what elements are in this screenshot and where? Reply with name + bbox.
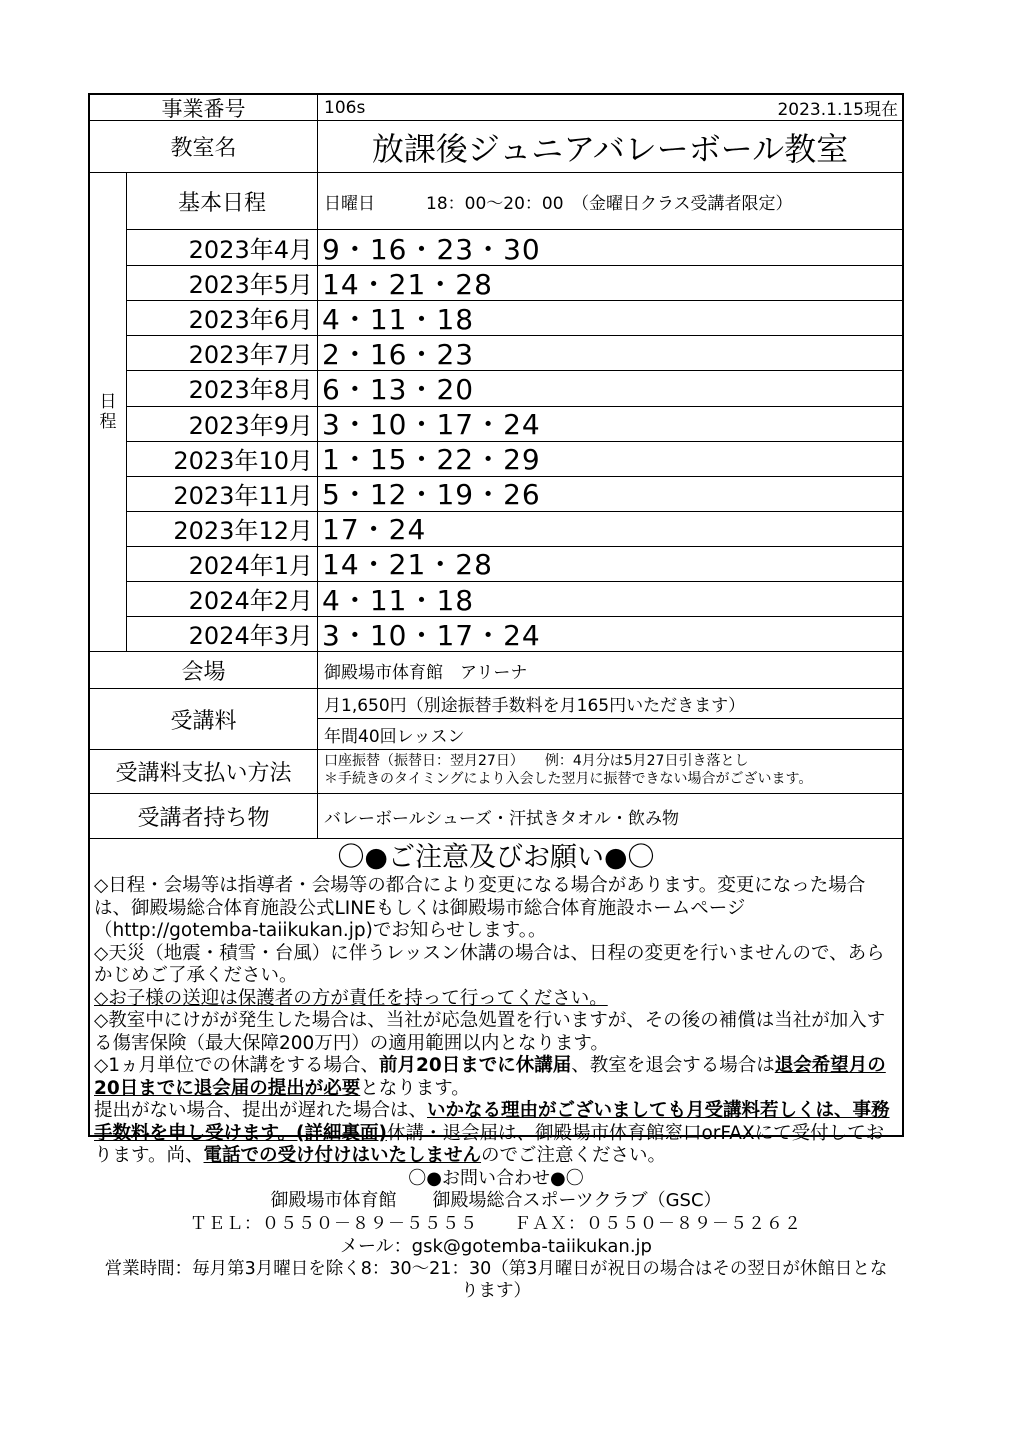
month-label: 2023年5月 bbox=[188, 271, 313, 300]
note-late-submission: 提出がない場合、提出が遅れた場合は、いかなる理由がございましても月受講料若しくは、事務手数料を申し受けます。(詳細裏面)休講・退会届は、御殿場市体育館窓口orFAXにて受付しております。尚、電話での受け付けはいたしませんのでご注意ください。 bbox=[94, 1100, 890, 1166]
month-label: 2024年2月 bbox=[188, 587, 313, 616]
note-pickup: ◇お子様の送迎は保護者の方が責任を持って行ってください。 bbox=[94, 987, 608, 1009]
month-label: 2023年11月 bbox=[173, 481, 313, 510]
month-label: 2023年4月 bbox=[188, 236, 313, 265]
month-days: 9・16・23・30 bbox=[322, 232, 541, 266]
payment-method-value: 口座振替（振替日：翌月27日） 例：4月分は5月27日引き落とし ＊手続きのタイミングにより入会した翌月に振替できない場合がございます。 bbox=[324, 753, 813, 787]
month-label: 2023年10月 bbox=[173, 446, 313, 475]
month-days: 6・13・20 bbox=[322, 372, 475, 406]
business-number-value: 106s bbox=[324, 97, 366, 118]
month-label: 2023年6月 bbox=[188, 306, 313, 335]
notes-section bbox=[90, 839, 902, 1301]
venue-value: 御殿場市体育館 アリーナ bbox=[324, 662, 528, 683]
month-days: 2・16・23 bbox=[322, 337, 475, 371]
as-of-date: 2023.1.15現在 bbox=[777, 100, 898, 120]
venue-label: 会場 bbox=[181, 659, 226, 685]
month-days: 1・15・22・29 bbox=[322, 443, 541, 476]
payment-method-label: 受講料支払い方法 bbox=[115, 761, 292, 786]
basic-schedule-value: 日曜日 18：00～20：00 （金曜日クラス受講者限定） bbox=[324, 193, 793, 214]
month-days: 3・10・17・24 bbox=[322, 408, 541, 441]
month-days: 4・11・18 bbox=[322, 302, 475, 336]
belongings-label: 受講者持ち物 bbox=[137, 805, 270, 831]
schedule-sheet bbox=[88, 93, 904, 1301]
note-leave: ◇1ヵ月単位での休講をする場合、前月20日までに休講届、教室を退会する場合は退会希望月の20日までに退会届の提出が必要となります。 bbox=[94, 1055, 886, 1099]
notes-title: 〇●ご注意及びお願い●〇 bbox=[337, 842, 655, 873]
basic-schedule-label: 基本日程 bbox=[177, 190, 266, 216]
schedule-side-label: 日 程 bbox=[99, 392, 117, 432]
month-label: 2024年1月 bbox=[188, 551, 313, 580]
month-label: 2023年12月 bbox=[173, 516, 313, 545]
contact-orgs: 御殿場市体育館 御殿場総合スポーツクラブ（GSC） bbox=[270, 1189, 722, 1211]
month-days: 4・11・18 bbox=[322, 583, 475, 617]
contact-title: 〇●お問い合わせ●〇 bbox=[408, 1167, 584, 1189]
month-days: 14・21・28 bbox=[322, 548, 493, 581]
fee-annual: 年間40回レッスン bbox=[324, 726, 465, 747]
month-days: 17・24 bbox=[322, 513, 427, 546]
business-number-label: 事業番号 bbox=[161, 96, 246, 120]
month-label: 2023年7月 bbox=[188, 341, 313, 370]
month-days: 5・12・19・26 bbox=[322, 478, 541, 511]
contact-phones: ＴＥＬ：０５５０－８９－５５５５ ＦＡＸ：０５５０－８９－５２６２ bbox=[190, 1213, 802, 1234]
month-label: 2023年9月 bbox=[188, 411, 313, 440]
month-label: 2023年8月 bbox=[188, 376, 313, 405]
contact-email: メール：gsk@gotemba-taiikukan.jp bbox=[340, 1235, 652, 1257]
class-name: 放課後ジュニアバレーボール教室 bbox=[371, 129, 849, 168]
class-name-label: 教室名 bbox=[170, 136, 237, 161]
note-schedule-change: ◇日程・会場等は指導者・会場等の都合により変更になる場合があります。変更になった場合は、御殿場総合体育施設公式LINEもしくは御殿場市総合体育施設ホームページ（http://gotemba-taiikukan.jp)でお知らせします。。 bbox=[94, 875, 866, 941]
note-injury: ◇教室中にけがが発生した場合は、当社が応急処置を行いますが、その後の補償は当社が加入する傷害保険（最大保障200万円）の適用範囲以内となります。 bbox=[94, 1010, 886, 1054]
belongings-value: バレーボールシューズ・汗拭きタオル・飲み物 bbox=[324, 808, 680, 829]
note-weather: ◇天災（地震・積雪・台風）に伴うレッスン休講の場合は、日程の変更を行いませんので、あらかじめご了承ください。 bbox=[94, 942, 885, 986]
month-label: 2024年3月 bbox=[188, 622, 313, 651]
fee-label: 受講料 bbox=[170, 708, 237, 734]
month-days: 14・21・28 bbox=[322, 267, 493, 301]
fee-monthly: 月1,650円（別途振替手数料を月165円いただきます） bbox=[324, 696, 746, 716]
month-days: 3・10・17・24 bbox=[322, 618, 541, 652]
business-hours: 営業時間：毎月第3月曜日を除く8：30～21：30（第3月曜日が祝日の場合はその翌日が休館日となります） bbox=[104, 1258, 888, 1301]
